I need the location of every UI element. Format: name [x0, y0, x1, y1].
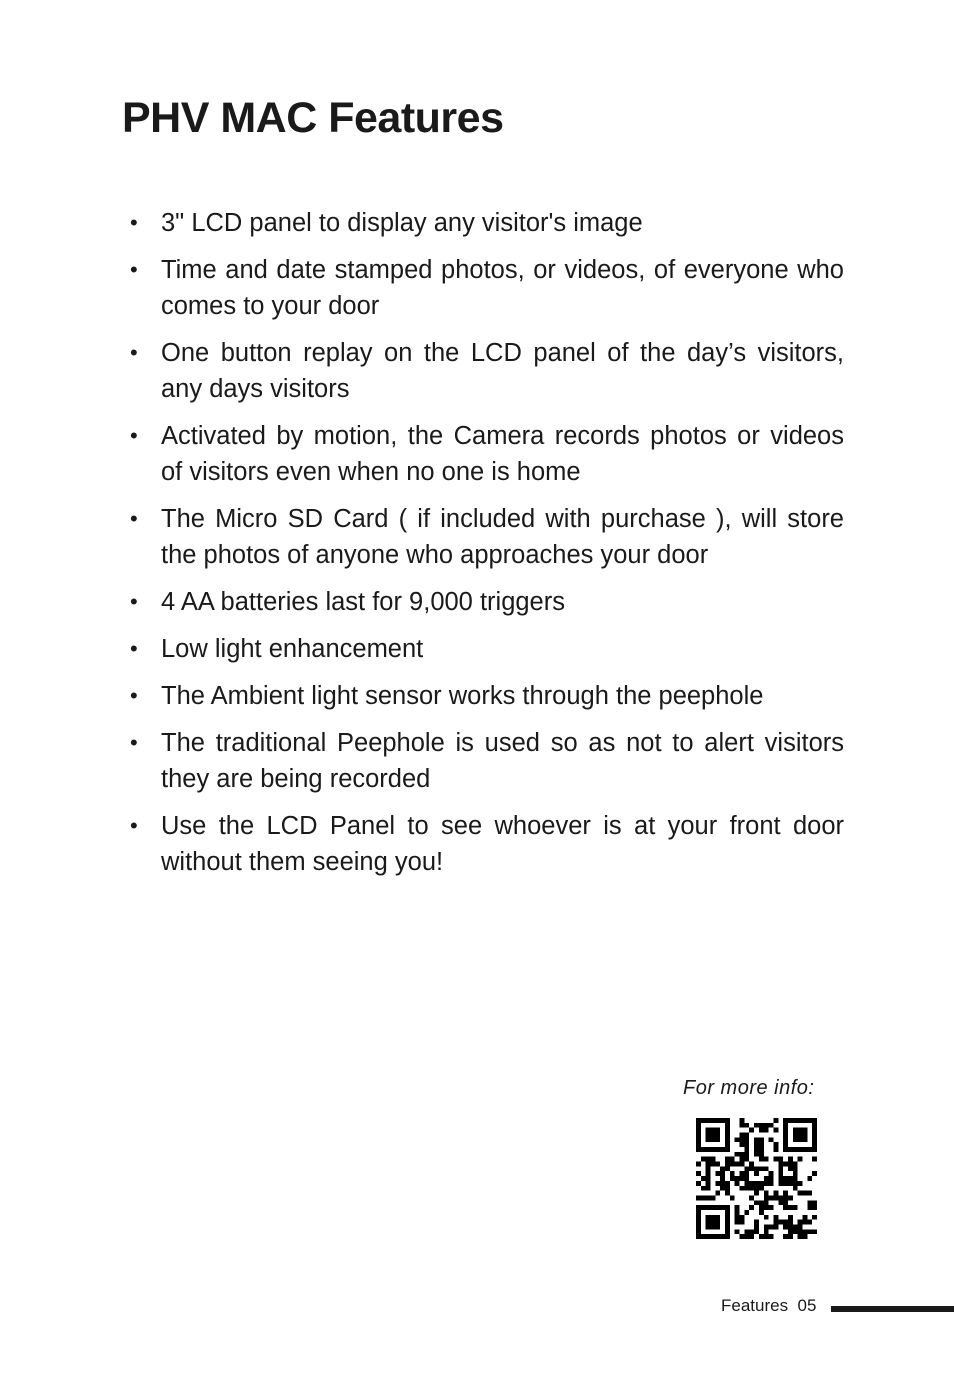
bullet-icon: • — [130, 340, 138, 365]
feature-text: The Ambient light sensor works through the peephole — [161, 682, 764, 710]
bullet-icon: • — [130, 730, 138, 755]
bullet-icon: • — [130, 589, 138, 614]
more-info-label: For more info: — [683, 1077, 815, 1099]
bullet-icon: • — [130, 506, 138, 531]
bullet-icon: • — [130, 257, 138, 282]
page-footer — [721, 1296, 816, 1316]
list-item — [130, 678, 844, 714]
list-item — [130, 205, 844, 241]
qr-code-icon[interactable] — [696, 1118, 817, 1239]
feature-text: Time and date stamped photos, or videos, of everyone who comes to your door — [161, 256, 844, 320]
list-item — [130, 335, 844, 407]
feature-text: The Micro SD Card ( if included with purchase ), will store the photos of anyone who approaches your door — [161, 505, 844, 569]
feature-text: The traditional Peephole is used so as not to alert visitors they are being recorded — [161, 729, 844, 793]
list-item — [130, 725, 844, 797]
feature-text: 3" LCD panel to display any visitor's image — [161, 209, 643, 237]
feature-text: Low light enhancement — [161, 635, 424, 663]
footer-section: Features — [721, 1296, 789, 1315]
list-item — [130, 584, 844, 620]
feature-text: Use the LCD Panel to see whoever is at your front door without them seeing you! — [161, 812, 844, 876]
feature-list — [130, 205, 844, 891]
footer-rule — [831, 1306, 954, 1312]
list-item — [130, 418, 844, 490]
bullet-icon: • — [130, 813, 138, 838]
page-title: PHV MAC Features — [122, 94, 504, 142]
feature-text: 4 AA batteries last for 9,000 triggers — [161, 588, 565, 616]
bullet-icon: • — [130, 210, 138, 235]
bullet-icon: • — [130, 636, 138, 661]
list-item — [130, 808, 844, 880]
list-item — [130, 501, 844, 573]
list-item — [130, 252, 844, 324]
bullet-icon: • — [130, 683, 138, 708]
page-number: 05 — [797, 1296, 817, 1315]
list-item — [130, 631, 844, 667]
bullet-icon: • — [130, 423, 138, 448]
feature-text: Activated by motion, the Camera records photos or videos of visitors even when no one is home — [161, 422, 844, 486]
feature-text: One button replay on the LCD panel of the day’s visitors, any days visitors — [161, 339, 844, 403]
